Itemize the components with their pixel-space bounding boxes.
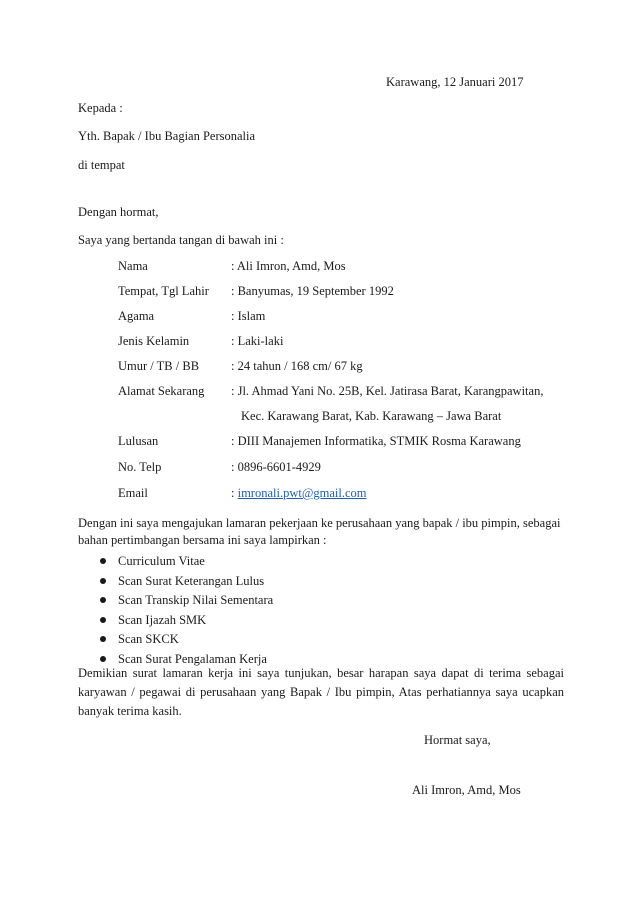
attachment-label: Scan Ijazah SMK [118,612,207,627]
field-label-alamat: Alamat Sekarang [118,384,205,398]
bullet-icon [100,656,106,662]
field-value-lulusan: : DIII Manajemen Informatika, STMIK Rosma Karawang [231,434,521,448]
email-link[interactable]: imronali.pwt@gmail.com [237,486,367,500]
email-prefix: : [231,486,238,500]
field-value-email [231,485,366,501]
greeting: Dengan hormat, [78,205,159,219]
field-label-nama: Nama [118,259,148,273]
field-label-jenis-kelamin: Jenis Kelamin [118,334,190,348]
list-item [96,612,273,632]
list-item [96,631,273,651]
field-label-lulusan: Lulusan [118,434,159,448]
attachment-label: Curriculum Vitae [118,554,205,568]
bullet-icon [100,558,106,564]
place-date: Karawang, 12 Januari 2017 [386,75,524,89]
field-label-telp: No. Telp [118,460,162,474]
attachment-label: Scan Surat Pengalaman Kerja [118,651,267,666]
field-label-ttl: Tempat, Tgl Lahir [118,284,209,298]
field-value-ttl: : Banyumas, 19 September 1992 [231,284,394,298]
list-item [96,573,273,593]
bullet-icon [100,578,106,584]
signer-name: Ali Imron, Amd, Mos [412,783,521,797]
bullet-icon [100,636,106,642]
attachment-list [96,553,273,670]
bullet-icon [100,617,106,623]
field-value-telp: : 0896-6601-4929 [231,460,321,474]
list-item [96,592,273,612]
field-value-jenis-kelamin: : Laki-laki [231,334,284,348]
body-paragraph-1: Dengan ini saya mengajukan lamaran pekerjaan ke perusahaan yang bapak / ibu pimpin, sebagai bahan pertimbangan bersama ini saya lampirkan : [78,516,561,547]
closing: Hormat saya, [424,733,491,747]
list-item [96,553,273,573]
attachment-label: Scan SKCK [118,632,179,646]
field-value-alamat-line2: Kec. Karawang Barat, Kab. Karawang – Jawa Barat [241,409,502,423]
attachment-label: Scan Transkip Nilai Sementara [118,593,274,607]
field-value-agama: : Islam [231,309,266,323]
to-label: Kepada : [78,101,123,115]
recipient: Yth. Bapak / Ibu Bagian Personalia [78,129,256,143]
attachment-label: Scan Surat Keterangan Lulus [118,573,265,588]
field-label-umur: Umur / TB / BB [118,359,200,373]
body-paragraph-2: Demikian surat lamaran kerja ini saya tunjukan, besar harapan saya dapat di terima sebagai karyawan / pegawai di perusahaan yang Bapak / Ibu pimpin, Atas perhatiannya saya ucapkan banyak terima kasih. [78,666,564,718]
field-label-email: Email [118,486,148,500]
field-value-nama: : Ali Imron, Amd, Mos [231,259,346,273]
bullet-icon [100,597,106,603]
field-label-agama: Agama [118,309,155,323]
field-value-umur: : 24 tahun / 168 cm/ 67 kg [231,359,363,373]
field-value-alamat: : Jl. Ahmad Yani No. 25B, Kel. Jatirasa Barat, Karangpawitan, [231,384,544,398]
recipient-location: di tempat [78,158,125,172]
intro-line: Saya yang bertanda tangan di bawah ini : [78,233,284,247]
